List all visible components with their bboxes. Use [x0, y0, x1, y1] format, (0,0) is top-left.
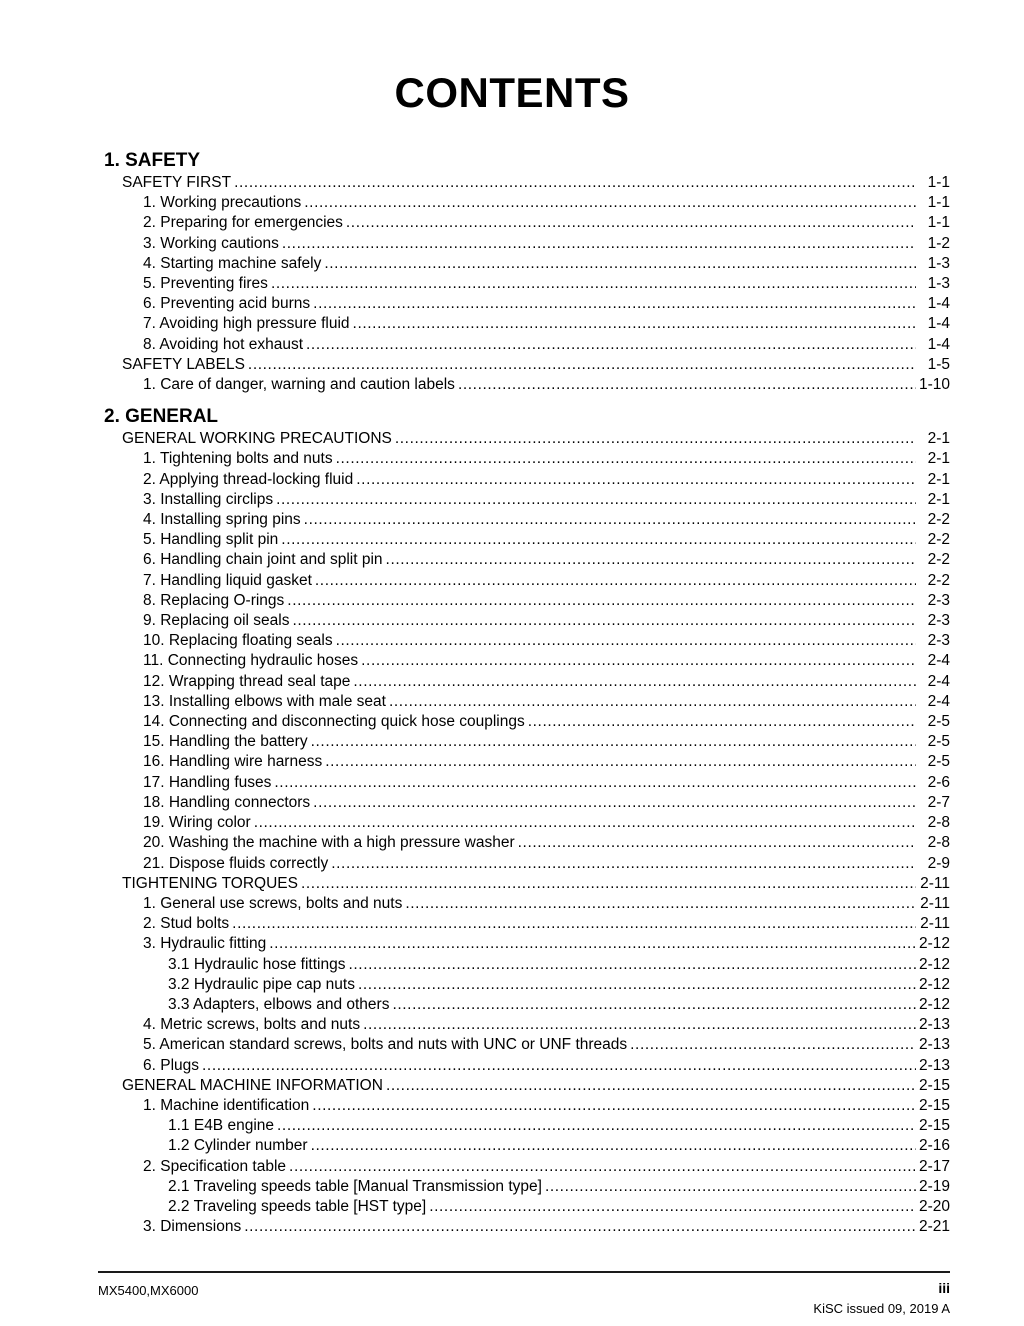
- toc-entry-label: 7. Avoiding high pressure fluid: [143, 315, 350, 333]
- toc-entry[interactable]: [98, 955, 950, 975]
- toc-entry-label: GENERAL WORKING PRECAUTIONS: [122, 430, 392, 448]
- toc-entry-label: 16. Handling wire harness: [143, 753, 323, 771]
- toc-dot-leader: [271, 276, 916, 292]
- toc-entry[interactable]: [98, 1015, 950, 1035]
- toc-dot-leader: [232, 916, 916, 932]
- toc-dot-leader: [274, 775, 916, 791]
- toc-entry-page: 2-11: [920, 915, 950, 933]
- toc-entry[interactable]: [98, 752, 950, 772]
- toc-entry-label: 6. Handling chain joint and split pin: [143, 551, 383, 569]
- toc-entry[interactable]: [98, 254, 950, 274]
- toc-entry-label: GENERAL MACHINE INFORMATION: [122, 1076, 383, 1094]
- toc-dot-leader: [353, 674, 916, 690]
- toc-entry-page: 2-8: [927, 814, 950, 832]
- toc-entry-label: 3. Working cautions: [143, 234, 279, 252]
- toc-dot-leader: [312, 1098, 916, 1114]
- toc-dot-leader: [395, 431, 916, 447]
- toc-dot-leader: [363, 1017, 916, 1033]
- toc-chapter-heading: 2. GENERAL: [104, 406, 219, 428]
- toc-dot-leader: [324, 256, 916, 272]
- toc-dot-leader: [292, 613, 916, 629]
- toc-dot-leader: [458, 377, 916, 393]
- toc-entry[interactable]: [98, 470, 950, 490]
- toc-entry-label: 19. Wiring color: [143, 814, 251, 832]
- toc-entry[interactable]: [98, 1197, 950, 1217]
- toc-entry-page: 2-21: [918, 1218, 950, 1236]
- toc-entry[interactable]: [98, 813, 950, 833]
- toc-entry-page: 2-12: [918, 955, 950, 973]
- toc-entry-label: 4. Starting machine safely: [143, 254, 322, 272]
- toc-entry-label: 5. Preventing fires: [143, 275, 268, 293]
- toc-entry-label: 3. Dimensions: [143, 1218, 242, 1236]
- toc-dot-leader: [281, 532, 916, 548]
- toc-entry-page: 2-2: [927, 511, 950, 529]
- toc-entry-label: 3.3 Adapters, elbows and others: [168, 995, 390, 1013]
- toc-entry[interactable]: [98, 449, 950, 469]
- toc-chapter: [98, 148, 950, 395]
- toc-entry-label: 11. Connecting hydraulic hoses: [143, 652, 359, 670]
- toc-entry[interactable]: [98, 611, 950, 631]
- toc-entry-label: 20. Washing the machine with a high pressure washer: [143, 834, 515, 852]
- toc-entry[interactable]: [98, 550, 950, 570]
- toc-dot-leader: [392, 997, 916, 1013]
- toc-entry-label: 6. Plugs: [143, 1056, 200, 1074]
- page-title: CONTENTS: [394, 69, 630, 116]
- toc-dot-leader: [269, 936, 916, 952]
- toc-entry-label: 7. Handling liquid gasket: [143, 571, 312, 589]
- toc-entry-label: 15. Handling the battery: [143, 733, 308, 751]
- toc-entry-label: 3.1 Hydraulic hose fittings: [168, 955, 346, 973]
- toc-entry-page: 2-7: [927, 793, 950, 811]
- toc-entry-label: 8. Avoiding hot exhaust: [143, 335, 304, 353]
- toc-entry[interactable]: [98, 375, 950, 395]
- toc-entry-page: 2-19: [918, 1177, 950, 1195]
- toc-dot-leader: [353, 316, 916, 332]
- toc-dot-leader: [301, 876, 916, 892]
- toc-dot-leader: [202, 1058, 916, 1074]
- toc-entry-page: 2-5: [927, 713, 950, 731]
- toc-entry-label: 12. Wrapping thread seal tape: [143, 672, 351, 690]
- toc-entry-label: 1. Machine identification: [143, 1096, 310, 1114]
- toc-dot-leader: [311, 734, 916, 750]
- toc-entry[interactable]: [98, 854, 950, 874]
- toc-entry-page: 2-3: [927, 612, 950, 630]
- toc-dot-leader: [346, 215, 916, 231]
- toc-entry-page: 2-13: [918, 1036, 950, 1054]
- toc-entry-label: 5. American standard screws, bolts and nuts with UNC or UNF threads: [143, 1036, 628, 1054]
- toc-entry-label: SAFETY LABELS: [122, 355, 245, 373]
- toc-dot-leader: [325, 754, 916, 770]
- toc-entry[interactable]: [98, 995, 950, 1015]
- toc-dot-leader: [331, 856, 916, 872]
- toc-entry-page: 2-6: [927, 773, 950, 791]
- toc-entry-page: 2-13: [918, 1056, 950, 1074]
- toc-entry[interactable]: [98, 335, 950, 355]
- toc-entry-page: 1-1: [927, 194, 950, 212]
- toc-dot-leader: [336, 451, 916, 467]
- toc-entry-label: 3. Installing circlips: [143, 490, 274, 508]
- toc-entry[interactable]: [98, 712, 950, 732]
- toc-entry-page: 2-15: [918, 1096, 950, 1114]
- toc-entry[interactable]: [98, 193, 950, 213]
- toc-entry-page: 2-2: [927, 531, 950, 549]
- toc-entry[interactable]: [98, 234, 950, 254]
- toc-entry-label: 2. Specification table: [143, 1157, 287, 1175]
- toc-dot-leader: [429, 1199, 916, 1215]
- toc-entry-page: 2-15: [918, 1076, 950, 1094]
- toc-entry-label: 14. Connecting and disconnecting quick hose couplings: [143, 713, 525, 731]
- toc-dot-leader: [386, 1078, 916, 1094]
- toc-entry-page: 2-11: [920, 894, 950, 912]
- toc-entry[interactable]: [98, 914, 950, 934]
- toc-dot-leader: [277, 1118, 916, 1134]
- toc-entry[interactable]: [98, 631, 950, 651]
- toc-entry[interactable]: [98, 591, 950, 611]
- toc-entry-label: 4. Metric screws, bolts and nuts: [143, 1016, 361, 1034]
- toc-entry[interactable]: [98, 173, 950, 193]
- toc-entry-page: 2-4: [927, 692, 950, 710]
- toc-entry-page: 2-5: [927, 753, 950, 771]
- toc-entry-page: 2-4: [927, 672, 950, 690]
- toc-entry-label: 8. Replacing O-rings: [143, 591, 285, 609]
- toc-dot-leader: [405, 896, 916, 912]
- toc-entry[interactable]: [98, 975, 950, 995]
- toc-entry[interactable]: [98, 510, 950, 530]
- toc-dot-leader: [311, 1138, 916, 1154]
- toc-entry-label: 1.2 Cylinder number: [168, 1137, 308, 1155]
- toc-entry-label: 4. Installing spring pins: [143, 511, 301, 529]
- toc-entry[interactable]: [98, 732, 950, 752]
- toc-entry-label: 2. Stud bolts: [143, 915, 230, 933]
- toc-entry[interactable]: [98, 934, 950, 954]
- toc-entry-page: 2-2: [927, 571, 950, 589]
- toc-entry-label: 1. Tightening bolts and nuts: [143, 450, 333, 468]
- toc-entry-label: 2.2 Traveling speeds table [HST type]: [168, 1197, 427, 1215]
- toc-entry[interactable]: [98, 833, 950, 853]
- toc-entry[interactable]: [98, 314, 950, 334]
- toc-dot-leader: [630, 1037, 916, 1053]
- toc-dot-leader: [289, 1159, 916, 1175]
- toc-chapter-heading: 1. SAFETY: [104, 150, 201, 171]
- toc-entry-page: 2-2: [927, 551, 950, 569]
- toc-entry-page: 1-4: [927, 335, 950, 353]
- toc-entry-label: 6. Preventing acid burns: [143, 295, 311, 313]
- toc-entry-page: 2-11: [920, 874, 950, 892]
- toc-entry[interactable]: [98, 1136, 950, 1156]
- toc-dot-leader: [313, 795, 916, 811]
- toc-entry[interactable]: [98, 793, 950, 813]
- toc-entry[interactable]: [98, 294, 950, 314]
- toc-entry-page: 2-4: [927, 652, 950, 670]
- toc-entry-page: 1-4: [927, 315, 950, 333]
- toc-entry-page: 1-5: [927, 355, 950, 373]
- toc-entry[interactable]: [98, 429, 950, 449]
- toc-entry-page: 2-1: [927, 490, 950, 508]
- toc-entry[interactable]: [98, 1217, 950, 1237]
- toc-entry[interactable]: [98, 1076, 950, 1096]
- toc-entry-label: 21. Dispose fluids correctly: [143, 854, 329, 872]
- toc-entry-page: 2-5: [927, 733, 950, 751]
- toc-chapter: [98, 404, 950, 1237]
- toc-entry-page: 1-1: [927, 174, 950, 191]
- toc-dot-leader: [336, 633, 916, 649]
- toc-dot-leader: [389, 694, 916, 710]
- toc-entry[interactable]: [98, 571, 950, 591]
- toc-entry-page: 2-9: [927, 854, 950, 872]
- toc-dot-leader: [254, 815, 916, 831]
- toc-dot-leader: [518, 835, 916, 851]
- toc-entry-label: 18. Handling connectors: [143, 793, 311, 811]
- toc-entry-label: 13. Installing elbows with male seat: [143, 692, 386, 710]
- toc-entry-label: 2. Applying thread-locking fluid: [143, 470, 354, 488]
- toc-entry[interactable]: [98, 1056, 950, 1076]
- toc-entry-page: 1-3: [927, 275, 950, 293]
- toc-dot-leader: [528, 714, 916, 730]
- toc-entry[interactable]: [98, 1096, 950, 1116]
- toc-entry-page: 2-3: [927, 591, 950, 609]
- toc-entry-label: 1. Care of danger, warning and caution labels: [143, 376, 455, 394]
- toc-entry-page: 2-17: [918, 1157, 950, 1175]
- toc-dot-leader: [348, 957, 916, 973]
- toc-entry-label: 9. Replacing oil seals: [143, 612, 290, 630]
- toc-entry-label: 1. General use screws, bolts and nuts: [143, 894, 403, 912]
- toc-entry-label: 2. Preparing for emergencies: [143, 214, 343, 232]
- toc-entry[interactable]: [98, 692, 950, 712]
- toc-entry-page: 2-12: [918, 935, 950, 953]
- toc-entry[interactable]: [98, 672, 950, 692]
- toc-entry-label: 2.1 Traveling speeds table [Manual Transmission type]: [168, 1177, 542, 1195]
- toc-entry-page: 2-1: [927, 430, 950, 448]
- toc-dot-leader: [304, 195, 916, 211]
- toc-entry-page: 2-16: [918, 1137, 950, 1155]
- toc-dot-leader: [313, 296, 916, 312]
- toc-dot-leader: [276, 492, 916, 508]
- toc-entry[interactable]: [98, 1157, 950, 1177]
- toc-entry-page: 2-12: [918, 995, 950, 1013]
- toc-dot-leader: [315, 573, 916, 589]
- toc-dot-leader: [386, 552, 916, 568]
- toc-entry[interactable]: [98, 355, 950, 375]
- toc-dot-leader: [287, 593, 916, 609]
- toc-entry-label: TIGHTENING TORQUES: [122, 874, 298, 892]
- toc-dot-leader: [248, 357, 916, 373]
- toc-dot-leader: [356, 472, 916, 488]
- toc-entry-label: 1. Working precautions: [143, 194, 302, 212]
- toc-entry-page: 2-1: [927, 450, 950, 468]
- toc-entry-label: 1.1 E4B engine: [168, 1117, 275, 1135]
- toc-entry[interactable]: [98, 213, 950, 233]
- toc-entry-label: 3. Hydraulic fitting: [143, 935, 267, 953]
- toc-entry-page: 1-1: [927, 214, 950, 232]
- toc-entry-page: 2-12: [918, 975, 950, 993]
- toc-entry[interactable]: [98, 490, 950, 510]
- toc-entry-page: 1-2: [927, 234, 950, 252]
- toc-entry[interactable]: [98, 530, 950, 550]
- toc-entry-page: 2-8: [927, 834, 950, 852]
- table-of-contents: [98, 148, 950, 1237]
- toc-dot-leader: [306, 337, 916, 353]
- toc-entry[interactable]: [98, 874, 950, 894]
- toc-entry[interactable]: [98, 1177, 950, 1197]
- toc-entry[interactable]: [98, 1035, 950, 1055]
- toc-entry-page: 1-10: [918, 376, 950, 394]
- toc-entry-page: 2-20: [918, 1197, 950, 1215]
- toc-entry-label: 10. Replacing floating seals: [143, 632, 333, 650]
- toc-entry-page: 2-1: [927, 470, 950, 488]
- footer-model: MX5400,MX6000: [98, 1283, 199, 1298]
- toc-dot-leader: [244, 1219, 916, 1235]
- toc-entry[interactable]: [98, 894, 950, 914]
- toc-entry-label: 3.2 Hydraulic pipe cap nuts: [168, 975, 355, 993]
- toc-entry-label: 5. Handling split pin: [143, 531, 279, 549]
- toc-entry[interactable]: [98, 274, 950, 294]
- footer-issue-note: KiSC issued 09, 2019 A: [813, 1301, 950, 1316]
- toc-dot-leader: [304, 512, 916, 528]
- toc-entry[interactable]: [98, 651, 950, 671]
- toc-dot-leader: [545, 1179, 916, 1195]
- footer-page-number: iii: [938, 1280, 950, 1296]
- toc-entry-page: 2-15: [918, 1117, 950, 1135]
- toc-dot-leader: [361, 653, 916, 669]
- toc-entry-label: 17. Handling fuses: [143, 773, 272, 791]
- toc-entry-page: 2-13: [918, 1016, 950, 1034]
- toc-dot-leader: [358, 977, 916, 993]
- toc-entry-page: 1-4: [927, 295, 950, 313]
- toc-entry[interactable]: [98, 773, 950, 793]
- toc-dot-leader: [282, 236, 916, 252]
- toc-entry-page: 2-3: [927, 632, 950, 650]
- footer-divider: [98, 1271, 950, 1273]
- toc-dot-leader: [234, 175, 916, 191]
- toc-entry-page: 1-3: [927, 254, 950, 272]
- toc-entry-label: SAFETY FIRST: [122, 174, 232, 191]
- toc-entry[interactable]: [98, 1116, 950, 1136]
